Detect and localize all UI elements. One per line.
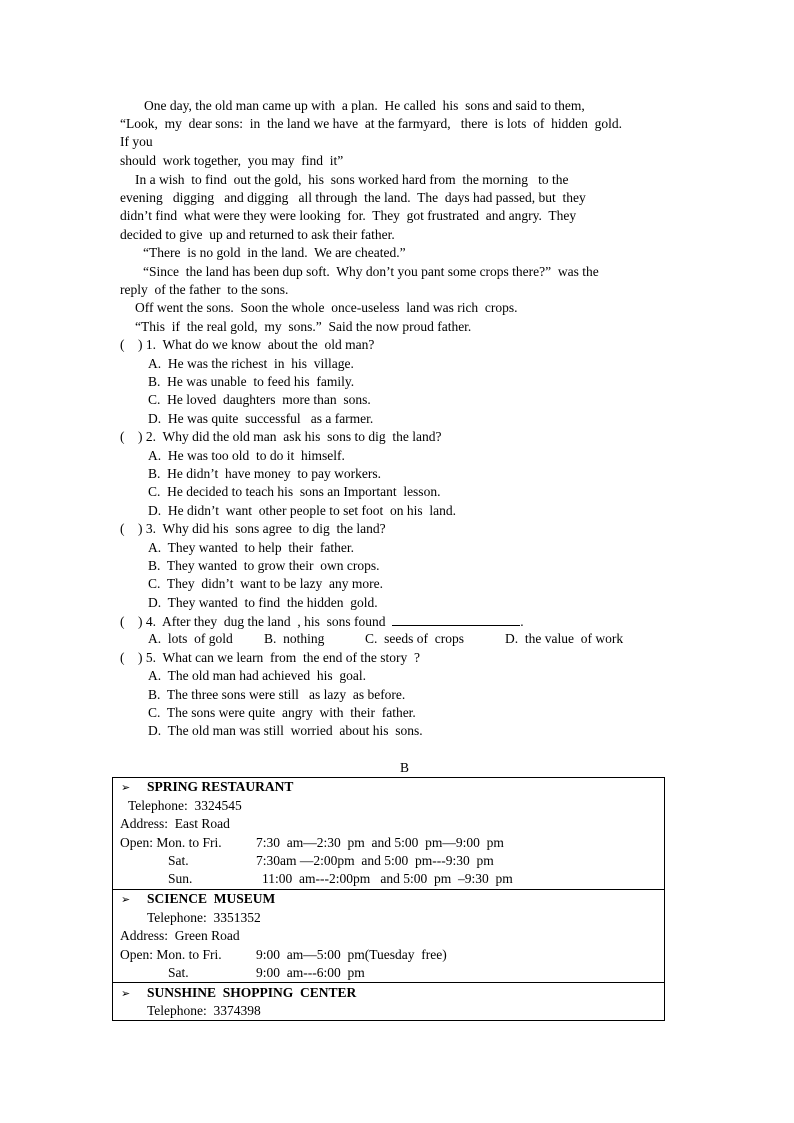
- answer-option: D. He was quite successful as a farmer.: [148, 411, 374, 426]
- answer-option: D. They wanted to find the hidden gold.: [148, 595, 378, 610]
- place-name: SCIENCE MUSEUM: [147, 891, 276, 906]
- answer-option: D. He didn’t want other people to set foot on his land.: [148, 503, 456, 518]
- bullet-arrow-icon: ➢: [121, 781, 131, 794]
- passage-line: decided to give up and returned to ask their father.: [120, 227, 395, 242]
- bullet-arrow-icon: ➢: [121, 987, 131, 1000]
- question-stem: ( ) 5. What can we learn from the end of the story ?: [120, 650, 421, 665]
- hours-time: 7:30 am—2:30 pm and 5:00 pm—9:00 pm: [256, 835, 504, 850]
- open-label: Open: Mon. to Fri.: [120, 835, 222, 850]
- info-table: [112, 777, 665, 1021]
- place-address: Address: Green Road: [120, 928, 240, 943]
- passage-line: Off went the sons. Soon the whole once-useless land was rich crops.: [135, 300, 518, 315]
- place-name: SUNSHINE SHOPPING CENTER: [147, 985, 357, 1000]
- answer-option: C. He loved daughters more than sons.: [148, 392, 371, 407]
- passage-line: didn’t find what were they were looking for. They got frustrated and angry. They: [120, 208, 577, 223]
- passage-line: If you: [120, 134, 153, 149]
- hours-day: Sat.: [168, 853, 189, 868]
- place-name: SPRING RESTAURANT: [147, 779, 294, 794]
- answer-option: A. lots of gold: [148, 631, 233, 646]
- passage-line: “Look, my dear sons: in the land we have at the farmyard, there is lots of hidden gold.: [120, 116, 622, 131]
- table-cell-science-museum: [113, 890, 664, 983]
- table-cell-spring-restaurant: [113, 778, 664, 890]
- answer-option: C. seeds of crops: [365, 631, 464, 646]
- table-cell-sunshine-shopping-center: [113, 983, 664, 1020]
- answer-option: C. They didn’t want to be lazy any more.: [148, 576, 383, 591]
- hours-day: Sat.: [168, 965, 189, 980]
- answer-option: B. nothing: [264, 631, 325, 646]
- question-stem: ( ) 1. What do we know about the old man?: [120, 337, 375, 352]
- hours-time: 7:30am —2:00pm and 5:00 pm---9:30 pm: [256, 853, 494, 868]
- passage-line: evening digging and digging all through the land. The days had passed, but they: [120, 190, 586, 205]
- hours-time: 11:00 am---2:00pm and 5:00 pm –9:30 pm: [262, 871, 513, 886]
- section-b-label: B: [400, 760, 410, 775]
- hours-day: Sun.: [168, 871, 193, 886]
- answer-option: A. He was too old to do it himself.: [148, 448, 345, 463]
- answer-option: A. The old man had achieved his goal.: [148, 668, 366, 683]
- question-stem-text: ( ) 4. After they dug the land , his sons found: [120, 614, 386, 629]
- answer-option: A. They wanted to help their father.: [148, 540, 354, 555]
- bullet-arrow-icon: ➢: [121, 893, 131, 906]
- passage-line: One day, the old man came up with a plan. He called his sons and said to them,: [144, 98, 585, 113]
- answer-option: B. He was unable to feed his family.: [148, 374, 355, 389]
- place-telephone: Telephone: 3374398: [147, 1003, 261, 1018]
- passage-line: reply of the father to the sons.: [120, 282, 289, 297]
- passage-line: “Since the land has been dup soft. Why don’t you pant some crops there?” was the: [143, 264, 599, 279]
- place-telephone: Telephone: 3351352: [147, 910, 261, 925]
- answer-option: A. He was the richest in his village.: [148, 356, 354, 371]
- answer-option: B. He didn’t have money to pay workers.: [148, 466, 381, 481]
- answer-option: D. The old man was still worried about his sons.: [148, 723, 423, 738]
- question-stem: ( ) 2. Why did the old man ask his sons to dig the land?: [120, 429, 442, 444]
- passage-line: In a wish to find out the gold, his sons worked hard from the morning to the: [135, 172, 569, 187]
- question-stem: ( ) 3. Why did his sons agree to dig the land?: [120, 521, 386, 536]
- answer-option: D. the value of work: [505, 631, 624, 646]
- passage-line: should work together, you may find it”: [120, 153, 344, 168]
- passage-line: “This if the real gold, my sons.” Said the now proud father.: [135, 319, 472, 334]
- open-label: Open: Mon. to Fri.: [120, 947, 222, 962]
- answer-option: C. He decided to teach his sons an Important lesson.: [148, 484, 441, 499]
- answer-option: B. They wanted to grow their own crops.: [148, 558, 380, 573]
- place-address: Address: East Road: [120, 816, 230, 831]
- question-stem: [120, 612, 524, 631]
- hours-time: 9:00 am---6:00 pm: [256, 965, 365, 980]
- question-stem-end: .: [520, 614, 524, 629]
- answer-option: C. The sons were quite angry with their father.: [148, 705, 416, 720]
- answer-blank[interactable]: [392, 612, 520, 626]
- hours-time: 9:00 am—5:00 pm(Tuesday free): [256, 947, 447, 962]
- place-telephone: Telephone: 3324545: [128, 798, 242, 813]
- answer-option: B. The three sons were still as lazy as before.: [148, 687, 406, 702]
- passage-line: “There is no gold in the land. We are cheated.”: [143, 245, 406, 260]
